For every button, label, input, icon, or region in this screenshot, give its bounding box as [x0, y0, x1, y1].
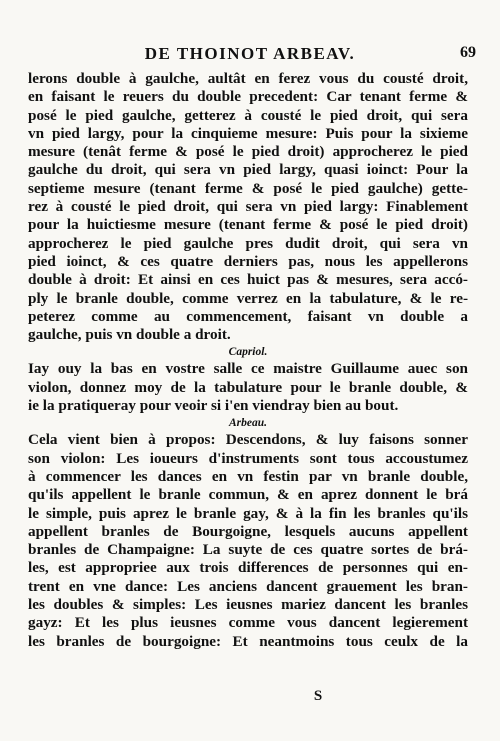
text-line: violon, donnez moy de la tabulature pour le branle double, & [28, 378, 468, 396]
text-line: appellent branles de Bourgoigne, lesquels aucuns appellent [28, 522, 468, 540]
text-line: branles de Champaigne: La suyte de ces quatre sortes de brá- [28, 541, 468, 559]
page-text [28, 70, 468, 651]
text-line: approcherez le pied gaulche pres dudit droit, qui sera vn [28, 234, 468, 252]
text-line: le simple, puis aprez le branle gay, & à la fin les branles qu'ils [28, 504, 468, 522]
text-line: pour la huictiesme mesure (tenant ferme & posé le pied droit) [28, 216, 468, 234]
speaker-arbeau: Arbeau. [228, 417, 268, 430]
text-line: septieme mesure (tenant ferme & posé le pied gaulche) gette- [28, 179, 468, 197]
text-line: double à droit: Et ainsi en ces huict pas & mesures, sera accó- [28, 271, 468, 289]
text-line: gayz: Et les plus ieusnes comme vous dancent legierement [28, 614, 468, 632]
text-line: les, est appropriee aux trois differences de personnes qui en- [28, 559, 468, 577]
running-title: DE THOINOT ARBEAV. [144, 44, 356, 63]
text-line: les branles de bourgoigne: Et neantmoins tous ceulx de la [28, 632, 468, 650]
speaker-capriol: Capriol. [228, 346, 268, 359]
paragraph-2 [28, 360, 468, 415]
text-line: son violon: Les ioueurs d'instruments sont tous accoustumez [28, 449, 468, 467]
running-head [24, 44, 476, 66]
paragraph-3 [28, 431, 468, 651]
text-line: posé le pied gaulche, getterez à cousté le pied droit, qui sera [28, 106, 468, 124]
text-line: lerons double à gaulche, aultât en ferez vous du cousté droit, [28, 70, 468, 87]
text-line: Iay ouy la bas en vostre salle ce maistre Guillaume auec son [28, 360, 468, 378]
text-line: gaulche du droit, qui sera vn pied largy, quasi ioinct: Pour la [28, 161, 468, 179]
text-line: peterez comme au commencement, faisant vn double a [28, 307, 468, 325]
text-line: Cela vient bien à propos: Descendons, & luy faisons sonner [28, 431, 468, 449]
text-line: ie la pratiqueray pour veoir si i'en viendray bien au bout. [28, 397, 399, 415]
paragraph-1 [28, 70, 468, 344]
text-line: gaulche, puis vn double a droit. [28, 326, 231, 344]
text-line: en faisant le reuers du double precedent: Car tenant ferme & [28, 88, 468, 106]
text-line: rez à cousté le pied droit, qui sera vn pied largy: Finablement [28, 198, 468, 216]
signature-mark: S [313, 688, 323, 704]
text-line: vn pied largy, pour la cinquieme mesure: Puis pour la sixieme [28, 124, 468, 142]
text-line: à commencer les dances en vn festin par vn branle double, [28, 467, 468, 485]
text-line: ply le branle double, comme verrez en la tabulature, & le re- [28, 289, 468, 307]
page-number: 69 [460, 44, 476, 61]
text-line: qu'ils appellent le branle commun, & en aprez donnent le brá [28, 486, 468, 504]
text-line: trent en vne dance: Les anciens dancent grauement les bran- [28, 577, 468, 595]
text-line: pied ioinct, & ces quatre derniers pas, nous les appellerons [28, 252, 468, 270]
text-line: les doubles & simples: Les ieusnes mariez dancent les branles [28, 596, 468, 614]
text-line: mesure (tenât ferme & posé le pied droit) approcherez le pied [28, 143, 468, 161]
